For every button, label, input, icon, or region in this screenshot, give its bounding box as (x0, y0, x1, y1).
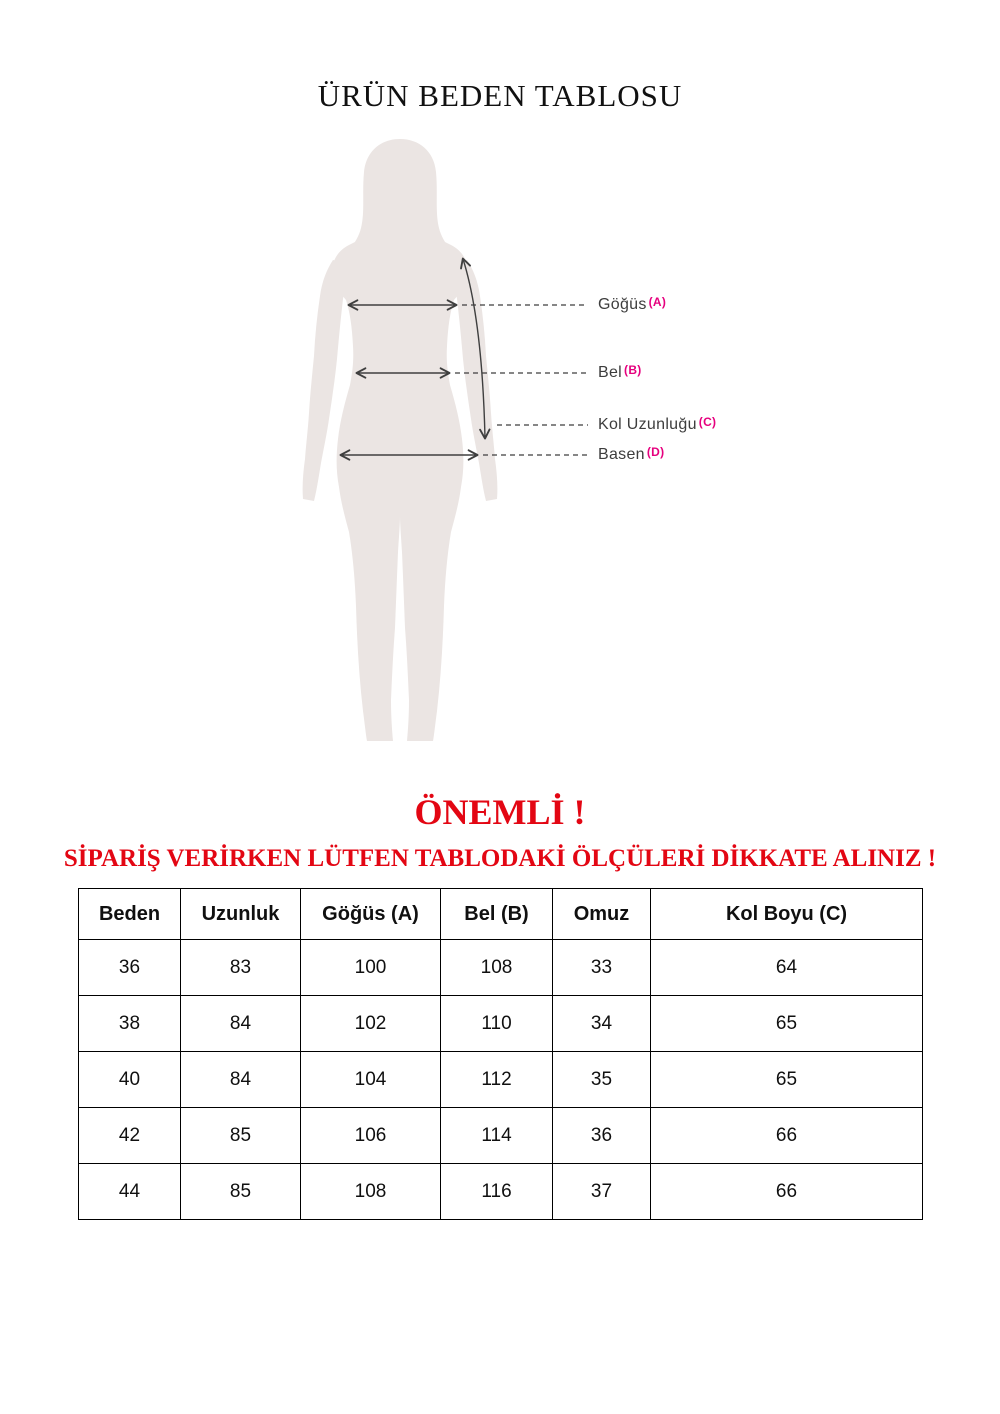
table-cell: 35 (553, 1052, 651, 1108)
column-header: Göğüs (A) (301, 889, 441, 940)
table-row (79, 996, 923, 1052)
table-cell: 66 (651, 1164, 923, 1220)
hair-silhouette (350, 139, 450, 258)
table-cell: 64 (651, 940, 923, 996)
table-cell: 34 (553, 996, 651, 1052)
column-header: Uzunluk (181, 889, 301, 940)
table-row (79, 940, 923, 996)
label-arm-length-letter: (C) (698, 415, 717, 429)
table-cell: 84 (181, 996, 301, 1052)
table-cell: 37 (553, 1164, 651, 1220)
table-cell: 85 (181, 1164, 301, 1220)
label-waist (598, 364, 642, 382)
warning-text: SİPARİŞ VERİRKEN LÜTFEN TABLODAKİ ÖLÇÜLERİ DİKKATE ALINIZ ! (63, 845, 937, 872)
column-header: Beden (79, 889, 181, 940)
table-cell: 100 (301, 940, 441, 996)
label-arm-length (598, 416, 716, 434)
table-cell: 40 (79, 1052, 181, 1108)
size-table-header-row (79, 889, 923, 940)
label-chest-text: Göğüs (598, 296, 647, 313)
table-cell: 85 (181, 1108, 301, 1164)
column-header: Omuz (553, 889, 651, 940)
label-hip-letter: (D) (646, 445, 665, 459)
table-cell: 110 (441, 996, 553, 1052)
label-waist-text: Bel (598, 364, 623, 381)
table-cell: 114 (441, 1108, 553, 1164)
column-header: Bel (B) (441, 889, 553, 940)
table-cell: 84 (181, 1052, 301, 1108)
table-row (79, 1164, 923, 1220)
label-arm-length-text: Kol Uzunluğu (598, 416, 697, 433)
column-header: Kol Boyu (C) (651, 889, 923, 940)
table-row (79, 1052, 923, 1108)
page-title: ÜRÜN BEDEN TABLOSU (317, 78, 683, 113)
table-row (79, 1108, 923, 1164)
table-cell: 108 (441, 940, 553, 996)
label-hip-text: Basen (598, 446, 645, 463)
table-cell: 83 (181, 940, 301, 996)
table-cell: 66 (651, 1108, 923, 1164)
important-heading: ÖNEMLİ ! (414, 792, 586, 832)
table-cell: 102 (301, 996, 441, 1052)
table-cell: 36 (553, 1108, 651, 1164)
table-cell: 112 (441, 1052, 553, 1108)
table-cell: 36 (79, 940, 181, 996)
table-cell: 44 (79, 1164, 181, 1220)
label-chest-letter: (A) (648, 295, 667, 309)
table-cell: 42 (79, 1108, 181, 1164)
table-cell: 33 (553, 940, 651, 996)
label-hip (598, 446, 664, 464)
table-cell: 38 (79, 996, 181, 1052)
table-cell: 65 (651, 996, 923, 1052)
table-cell: 116 (441, 1164, 553, 1220)
size-table-body (79, 940, 923, 1220)
table-cell: 108 (301, 1164, 441, 1220)
label-chest (598, 296, 666, 314)
table-cell: 106 (301, 1108, 441, 1164)
table-cell: 65 (651, 1052, 923, 1108)
size-table (78, 888, 923, 1220)
label-waist-letter: (B) (624, 363, 642, 377)
table-cell: 104 (301, 1052, 441, 1108)
